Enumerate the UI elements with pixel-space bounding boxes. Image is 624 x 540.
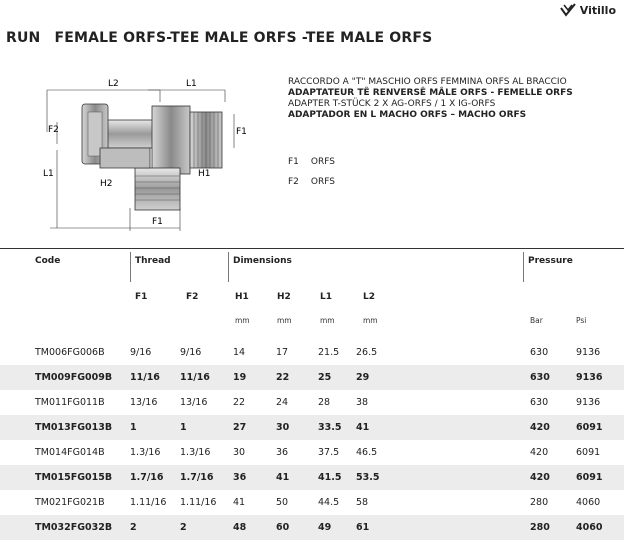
cell-f2: 13/16 <box>180 397 208 408</box>
cell-h2: 17 <box>276 347 289 358</box>
label-f1-right: F1 <box>236 127 247 137</box>
label-l2: L2 <box>108 79 119 89</box>
brand-logo <box>560 2 616 18</box>
cell-psi: 6091 <box>576 447 601 458</box>
cell-psi: 9136 <box>576 397 601 408</box>
cell-l1: 49 <box>318 522 332 533</box>
cell-l2: 46.5 <box>356 447 378 458</box>
unit-bar: Bar <box>530 316 543 325</box>
cell-l2: 29 <box>356 372 370 383</box>
cell-bar: 630 <box>530 372 550 383</box>
cell-code: TM011FG011B <box>35 397 105 408</box>
cell-h1: 22 <box>233 397 246 408</box>
cell-psi: 4060 <box>576 522 603 533</box>
cell-psi: 9136 <box>576 347 601 358</box>
vitillo-logo-icon <box>560 2 576 18</box>
thread-type-f1: F1 ORFS <box>288 157 335 167</box>
cell-code: TM021FG021B <box>35 497 105 508</box>
cell-code: TM013FG013B <box>35 422 113 433</box>
header-dimensions: Dimensions <box>233 256 292 266</box>
description-de: ADAPTER T-STÜCK 2 X AG-ORFS / 1 X IG-ORFS <box>288 99 496 109</box>
table-row <box>0 340 624 365</box>
cell-l2: 61 <box>356 522 370 533</box>
cell-h1: 41 <box>233 497 246 508</box>
title-prefix: RUN <box>6 30 41 46</box>
cell-l1: 25 <box>318 372 332 383</box>
cell-code: TM032FG032B <box>35 522 113 533</box>
cell-h1: 30 <box>233 447 246 458</box>
unit-l2: mm <box>363 316 378 325</box>
label-l1-top: L1 <box>186 79 197 89</box>
cell-psi: 6091 <box>576 472 603 483</box>
label-l1-left: L1 <box>43 169 54 179</box>
description-es: ADAPTADOR EN L MACHO ORFS – MACHO ORFS <box>288 110 527 120</box>
header-divider <box>228 252 229 282</box>
cell-h1: 48 <box>233 522 247 533</box>
cell-l1: 37.5 <box>318 447 340 458</box>
description-fr: ADAPTATEUR TÊ RENVERSÊ MÂLE ORFS - FEMELLE ORFS <box>288 88 573 98</box>
table-row <box>0 365 624 390</box>
cell-psi: 9136 <box>576 372 603 383</box>
cell-h2: 60 <box>276 522 290 533</box>
header-divider <box>523 252 524 282</box>
description-it: RACCORDO A "T" MASCHIO ORFS FEMMINA ORFS AL BRACCIO <box>288 77 567 87</box>
cell-l2: 26.5 <box>356 347 378 358</box>
subheader-l1: L1 <box>320 292 332 302</box>
header-pressure: Pressure <box>528 256 573 266</box>
cell-h1: 27 <box>233 422 247 433</box>
cell-f2: 9/16 <box>180 347 202 358</box>
cell-h2: 30 <box>276 422 290 433</box>
cell-h1: 14 <box>233 347 246 358</box>
cell-f1: 1 <box>130 422 137 433</box>
cell-f2: 11/16 <box>180 372 210 383</box>
description-block <box>288 77 573 121</box>
cell-bar: 420 <box>530 422 550 433</box>
unit-l1: mm <box>320 316 335 325</box>
cell-h1: 19 <box>233 372 247 383</box>
unit-h1: mm <box>235 316 250 325</box>
subheader-l2: L2 <box>363 292 375 302</box>
table-row <box>0 440 624 465</box>
label-f2: F2 <box>48 125 59 135</box>
cell-bar: 280 <box>530 497 549 508</box>
header-code: Code <box>35 256 61 266</box>
cell-f1: 13/16 <box>130 397 158 408</box>
cell-f2: 1.11/16 <box>180 497 217 508</box>
title-text: FEMALE ORFS-TEE MALE ORFS -TEE MALE ORFS <box>54 30 433 46</box>
fitting-drawing <box>40 68 255 233</box>
table-row <box>0 515 624 540</box>
cell-bar: 630 <box>530 397 549 408</box>
cell-l2: 38 <box>356 397 369 408</box>
cell-code: TM015FG015B <box>35 472 113 483</box>
thread-type-f2: F2 ORFS <box>288 177 335 187</box>
cell-psi: 6091 <box>576 422 603 433</box>
cell-bar: 280 <box>530 522 550 533</box>
cell-code: TM006FG006B <box>35 347 105 358</box>
cell-f1: 11/16 <box>130 372 160 383</box>
cell-code: TM014FG014B <box>35 447 105 458</box>
cell-f2: 1 <box>180 422 187 433</box>
header-divider <box>130 252 131 282</box>
label-h2: H2 <box>100 179 113 189</box>
cell-l2: 53.5 <box>356 472 380 483</box>
subheader-h1: H1 <box>235 292 249 302</box>
cell-f1: 9/16 <box>130 347 152 358</box>
subheader-f1: F1 <box>135 292 148 302</box>
cell-f1: 1.3/16 <box>130 447 161 458</box>
brand-name: Vitillo <box>579 3 616 17</box>
cell-h2: 41 <box>276 472 290 483</box>
table-row <box>0 465 624 490</box>
cell-l1: 21.5 <box>318 347 340 358</box>
table-row <box>0 415 624 440</box>
subheader-h2: H2 <box>277 292 291 302</box>
cell-h2: 36 <box>276 447 289 458</box>
cell-l1: 41.5 <box>318 472 342 483</box>
cell-h2: 24 <box>276 397 289 408</box>
cell-h2: 22 <box>276 372 290 383</box>
page-title <box>6 30 432 46</box>
cell-l1: 33.5 <box>318 422 342 433</box>
cell-l2: 58 <box>356 497 369 508</box>
label-f1-bottom: F1 <box>152 217 163 227</box>
label-h1: H1 <box>198 169 211 179</box>
cell-f2: 1.7/16 <box>180 472 214 483</box>
unit-psi: Psi <box>576 316 587 325</box>
table-top-rule <box>0 248 624 249</box>
cell-l2: 41 <box>356 422 370 433</box>
table-row <box>0 390 624 415</box>
cell-psi: 4060 <box>576 497 601 508</box>
header-thread: Thread <box>135 256 171 266</box>
cell-bar: 420 <box>530 472 550 483</box>
cell-f2: 2 <box>180 522 187 533</box>
subheader-f2: F2 <box>186 292 199 302</box>
thread-types <box>288 152 335 192</box>
unit-h2: mm <box>277 316 292 325</box>
cell-l1: 44.5 <box>318 497 340 508</box>
cell-h2: 50 <box>276 497 289 508</box>
cell-bar: 630 <box>530 347 549 358</box>
cell-f1: 1.7/16 <box>130 472 164 483</box>
cell-f1: 2 <box>130 522 137 533</box>
cell-l1: 28 <box>318 397 331 408</box>
cell-f2: 1.3/16 <box>180 447 211 458</box>
cell-h1: 36 <box>233 472 247 483</box>
cell-code: TM009FG009B <box>35 372 113 383</box>
table-row <box>0 490 624 515</box>
cell-bar: 420 <box>530 447 549 458</box>
cell-f1: 1.11/16 <box>130 497 167 508</box>
